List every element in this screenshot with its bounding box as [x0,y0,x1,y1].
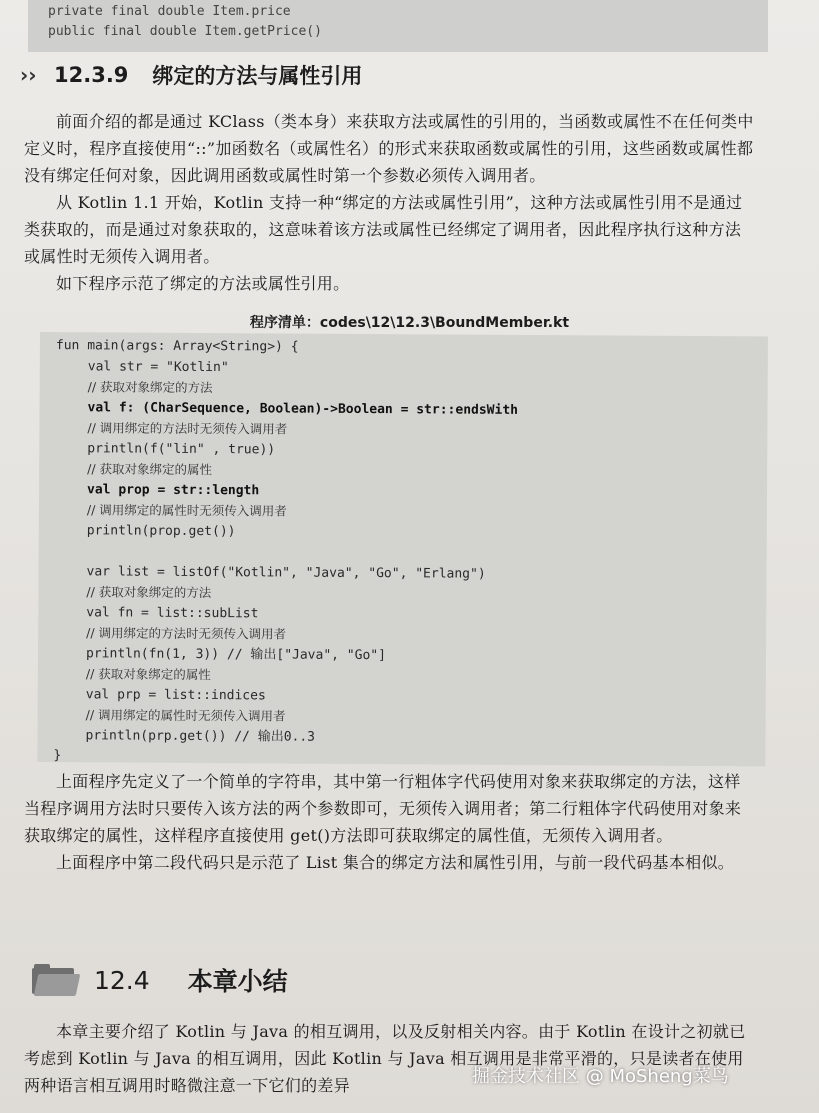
code-line: val prp = list::indices [85,686,266,703]
code-line: println(f("lin" , true)) [87,440,276,457]
code-comment-line: // 调用绑定的属性时无须传入调用者 [86,502,287,519]
paragraph: 上面程序先定义了一个简单的字符串，其中第一行粗体字代码使用对象来获取绑定的方法，这样当程序调用方法时只要传入该方法的两个参数即可，无须传入调用者；第二行粗体字代码使用对象来获取绑定的属性，这样程序直接使用 get()方法即可获取绑定的属性值，无须传入调用者。 [24,772,742,845]
code-line: val f: (CharSequence, Boolean)->Boolean = str::endsWith [87,399,519,418]
code-listing [37,332,768,766]
explanation-text [24,768,754,876]
section-number: 12.4 [94,965,150,995]
code-line: } [53,748,62,764]
paragraph: 如下程序示范了绑定的方法或属性引用。 [56,274,350,293]
code-comment-line: // 调用绑定的属性时无须传入调用者 [85,707,286,724]
paragraph: 前面介绍的都是通过 KClass（类本身）来获取方法或属性的引用的，当函数或属性不在任何类中定义时，程序直接使用“::”加函数名（或属性名）的形式来获取函数或属性的引用，这些函数或属性都没有绑定任何对象，因此调用函数或属性时第一个参数必须传入调用者。 [24,112,754,185]
listing-title: 程序清单：codes\12\12.3\BoundMember.kt [249,315,570,331]
code-comment-line: // 获取对象绑定的方法 [86,584,212,601]
code-line: val prop = str::length [86,481,260,498]
code-line: val fn = list::subList [86,604,259,621]
paragraph: 从 Kotlin 1.1 开始，Kotlin 支持一种“绑定的方法或属性引用”，这种方法或属性引用不是通过类获取的，而是通过对象获取的，这意味着该方法或属性已经绑定了调用者，因此程序执行这种方法或属性时无须传入调用者。 [24,193,743,266]
code-comment-line: // 获取对象绑定的属性 [87,461,213,478]
paragraph: 上面程序中第二段代码只是示范了 List 集合的绑定方法和属性引用，与前一段代码基本相似。 [56,853,735,872]
code-line: val str = "Kotlin" [87,358,229,375]
code-line: var list = listOf("Kotlin", "Java", "Go", "Erlang") [86,563,486,582]
code-comment-line: // 获取对象绑定的属性 [85,666,211,683]
code-comment-line: // 调用绑定的方法时无须传入调用者 [87,420,288,437]
code-line: public final double Item.getPrice() [48,24,322,39]
code-line: println(prp.get()) // 输出0..3 [85,727,316,745]
code-line: println(fn(1, 3)) // 输出["Java", "Go"] [85,645,387,663]
code-line: println(prop.get()) [86,522,236,539]
code-comment-line: // 获取对象绑定的方法 [87,379,213,396]
chapter-summary-heading [32,958,732,1002]
top-code-snippet [28,0,768,52]
section-title: 本章小结 [187,967,288,996]
intro-text [24,108,754,297]
watermark: 掘金技术社区 @ MoSheng菜鸟 [472,1066,729,1087]
folder-icon [32,964,78,996]
section-heading [20,58,780,92]
section-number: 12.3.9 [54,63,129,87]
code-comment-line: // 调用绑定的方法时无须传入调用者 [86,625,287,642]
chevron-icon: ›› [20,63,37,87]
code-line: fun main(args: Array<String>) { [55,338,299,355]
code-line: private final double Item.price [48,4,291,19]
paragraph: 本章主要介绍了 Kotlin 与 Java 的相互调用，以及反射相关内容。由于 Kotlin 在设计之初就已考虑到 Kotlin 与 Java 的相互调用，因此 Kotlin 与 Java 相互调用是非常平滑的，只是读者在使用两种语言相互调用时略微注意一下它们的差异 [24,1022,746,1095]
section-title: 绑定的方法与属性引用 [152,64,363,88]
